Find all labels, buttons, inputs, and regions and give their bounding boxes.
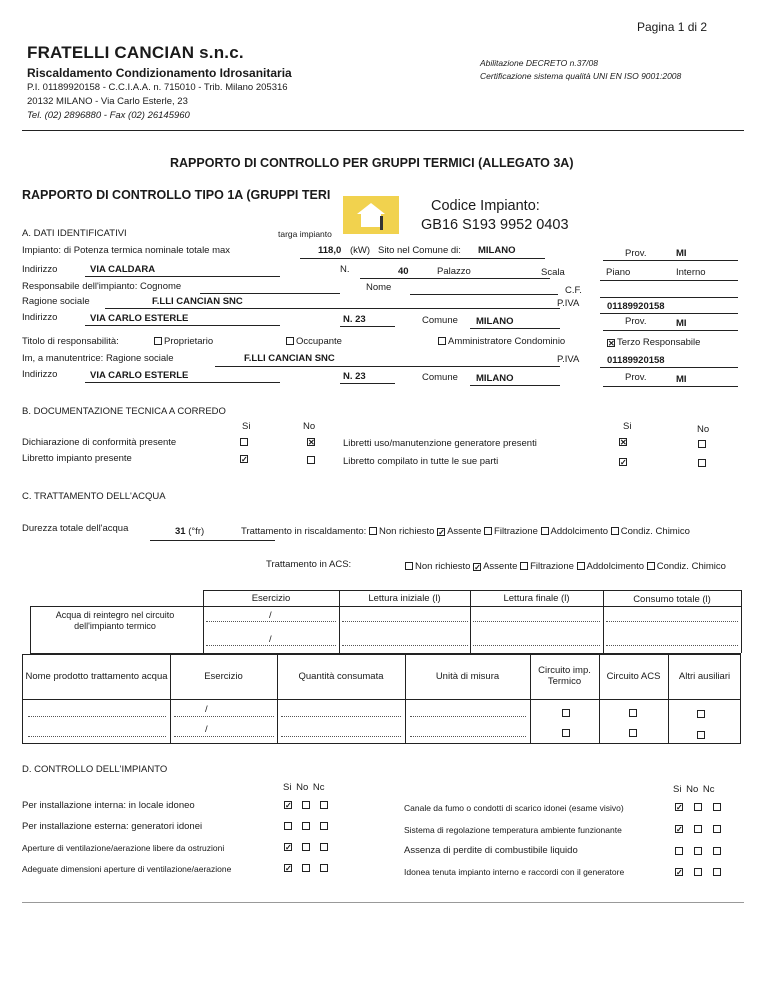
n-label: N.	[340, 264, 350, 275]
d-r2-nc[interactable]	[713, 825, 721, 833]
d-r1-si[interactable]: ✓	[676, 803, 683, 812]
libretto-no-checkbox[interactable]	[307, 456, 315, 464]
d-l1-no[interactable]	[302, 801, 310, 809]
reintegro-label: Acqua di reintegro nel circuito dell'impianto termico	[55, 610, 175, 631]
prod2-circuito-acs-checkbox[interactable]	[629, 729, 637, 737]
consumo-header: Consumo totale (l)	[633, 594, 711, 605]
section-b-header: B. DOCUMENTAZIONE TECNICA A CORREDO	[22, 406, 226, 417]
indirizzo2-value: VIA CARLO ESTERLE	[90, 313, 189, 324]
footer-divider	[22, 902, 744, 903]
d-r4-nc[interactable]	[713, 868, 721, 876]
reintegro-esercizio-header: Esercizio	[251, 593, 291, 604]
d-r4-no[interactable]	[694, 868, 702, 876]
titolo-label: Titolo di responsabilità:	[22, 336, 119, 347]
piva2-label: P.IVA	[557, 354, 580, 365]
tratt-risc-row: Trattamento in riscaldamento: Non richiesto ✓ Assente Filtrazione Addolcimento Condiz. Chimico	[241, 526, 690, 537]
circuito-imp-header: Circuito imp. Termico	[538, 665, 591, 687]
occupante-checkbox[interactable]	[286, 337, 294, 345]
libretto-comp-si-checkbox[interactable]: ✓	[620, 458, 627, 467]
acs-filtr-checkbox[interactable]	[520, 562, 528, 570]
indirizzo2-label: Indirizzo	[22, 312, 58, 323]
circuito-acs-header: Circuito ACS	[606, 670, 661, 682]
risc-addolc-checkbox[interactable]	[541, 527, 549, 535]
prov-label: Prov.	[625, 248, 647, 259]
piva2-value: 01189920158	[607, 355, 665, 366]
risc-assente-checkbox[interactable]: ✓	[438, 528, 445, 537]
prodotto-slash-1: /	[205, 704, 208, 715]
header-divider	[22, 130, 744, 131]
d-r3-si[interactable]	[675, 847, 683, 855]
page-number: Pagina 1 di 2	[637, 20, 708, 34]
company-name: FRATELLI CANCIAN s.n.c.	[27, 43, 244, 62]
company-phone: Tel. (02) 2896880 - Fax (02) 26145960	[27, 110, 190, 121]
sito-label: Sito nel Comune di:	[378, 245, 461, 256]
prod1-circuito-acs-checkbox[interactable]	[629, 709, 637, 717]
dichiarazione-label: Dichiarazione di conformità presente	[22, 437, 177, 448]
d-l4-si[interactable]: ✓	[285, 864, 292, 873]
d-l2-nc[interactable]	[320, 822, 328, 830]
d-r1-no[interactable]	[694, 803, 702, 811]
reintegro-slash-1: /	[269, 610, 272, 621]
d-left-1: Per installazione interna: in locale idoneo	[22, 800, 195, 811]
prov2-label: Prov.	[625, 316, 647, 327]
libretto-comp-no-checkbox[interactable]	[698, 459, 706, 467]
libretti-uso-si-checkbox[interactable]: ✕	[620, 438, 627, 447]
d-l3-si[interactable]: ✓	[285, 843, 292, 852]
responsabile-label: Responsabile dell'impianto: Cognome	[22, 281, 182, 292]
company-vat: P.I. 01189920158 - C.C.I.A.A. n. 715010 - Trib. Milano 205316	[27, 82, 288, 93]
potenza-unit: (kW)	[350, 245, 371, 256]
d-l3-no[interactable]	[302, 843, 310, 851]
impianto-label: Impianto: di Potenza termica nominale totale max	[22, 245, 231, 256]
prodotto-esercizio-header: Esercizio	[204, 670, 243, 682]
d-l1-nc[interactable]	[320, 801, 328, 809]
impresa-value: F.LLI CANCIAN SNC	[244, 353, 335, 364]
piano-label: Piano	[606, 267, 631, 278]
d-right-1: Canale da fumo o condotti di scarico idonei (esame visivo)	[404, 803, 624, 813]
d-r4-si[interactable]: ✓	[676, 868, 683, 877]
d-sinonc-right: Si No Nc	[673, 784, 715, 795]
comune2-label: Comune	[422, 315, 458, 326]
indirizzo-label: Indirizzo	[22, 264, 58, 275]
n-value: 40	[398, 266, 409, 277]
d-left-3: Aperture di ventilazione/aerazione libere da ostruzioni	[22, 843, 225, 853]
d-l1-si[interactable]: ✓	[285, 801, 292, 810]
durezza-label: Durezza totale dell'acqua	[22, 523, 129, 534]
prod2-circuito-imp-checkbox[interactable]	[562, 729, 570, 737]
prov-value: MI	[676, 248, 687, 259]
unita-header: Unità di misura	[435, 670, 500, 682]
b-si-right: Si	[623, 421, 632, 432]
libretto-si-checkbox[interactable]: ✓	[241, 455, 248, 464]
indirizzo-value: VIA CALDARA	[90, 264, 156, 275]
d-left-2: Per installazione esterna: generatori idonei	[22, 821, 203, 832]
potenza-value: 118,0	[318, 245, 342, 256]
d-l4-no[interactable]	[302, 864, 310, 872]
lettura-finale-header: Lettura finale (l)	[503, 593, 570, 604]
lettura-iniziale-header: Lettura iniziale (l)	[368, 593, 441, 604]
report-subtitle: RAPPORTO DI CONTROLLO TIPO 1A (GRUPPI TERI	[22, 188, 331, 202]
d-l2-no[interactable]	[302, 822, 310, 830]
amministratore-option[interactable]: Amministratore Condominio	[438, 336, 565, 347]
prov3-value: MI	[676, 374, 687, 385]
report-title: RAPPORTO DI CONTROLLO PER GRUPPI TERMICI (ALLEGATO 3A)	[170, 156, 574, 170]
libretto-comp-label: Libretto compilato in tutte le sue parti	[343, 456, 499, 467]
d-sinonc-left: Si No Nc	[283, 782, 325, 793]
abilitazione: Abilitazione DECRETO n.37/08	[480, 58, 598, 68]
d-right-2: Sistema di regolazione temperatura ambiente funzionante	[404, 825, 622, 835]
prodotto-slash-2: /	[205, 724, 208, 735]
amministratore-checkbox[interactable]	[438, 337, 446, 345]
interno-label: Interno	[676, 267, 706, 278]
dichiarazione-si-checkbox[interactable]	[240, 438, 248, 446]
comune2-value: MILANO	[476, 316, 514, 327]
acs-assente-checkbox[interactable]: ✓	[474, 563, 481, 572]
tratt-acs-row: Non richiesto ✓ Assente Filtrazione Addolcimento Condiz. Chimico	[405, 561, 726, 572]
quantita-header: Quantità consumata	[298, 670, 384, 682]
n3-value: N. 23	[343, 371, 366, 382]
d-r1-nc[interactable]	[713, 803, 721, 811]
ragione-label: Ragione sociale	[22, 296, 90, 307]
dichiarazione-no-checkbox[interactable]: ✕	[308, 438, 315, 447]
indirizzo3-value: VIA CARLO ESTERLE	[90, 370, 189, 381]
libretto-label: Libretto impianto presente	[22, 453, 132, 464]
section-a-header: A. DATI IDENTIFICATIVI	[22, 228, 127, 239]
section-c-header: C. TRATTAMENTO DELL'ACQUA	[22, 491, 166, 502]
cf-label: C.F.	[565, 285, 582, 296]
house-icon	[343, 196, 399, 234]
n2-value: N. 23	[343, 314, 366, 325]
d-l4-nc[interactable]	[320, 864, 328, 872]
scala-label: Scala	[541, 267, 565, 278]
d-left-4: Adeguate dimensioni aperture di ventilazione/aerazione	[22, 864, 232, 874]
company-address: 20132 MILANO - Via Carlo Esterle, 23	[27, 96, 188, 107]
d-l2-si[interactable]	[284, 822, 292, 830]
certificazione: Certificazione sistema qualità UNI EN ISO 9001:2008	[480, 71, 682, 81]
durezza-value: 31	[175, 526, 186, 537]
libretti-uso-label: Libretti uso/manutenzione generatore presenti	[343, 438, 537, 449]
d-right-4: Idonea tenuta impianto interno e raccordi con il generatore	[404, 867, 625, 877]
terzo-option[interactable]: ✕ Terzo Responsabile	[608, 337, 701, 348]
tratt-acs-label: Trattamento in ACS:	[266, 559, 352, 570]
house-logo	[343, 196, 399, 234]
acs-condiz-checkbox[interactable]	[647, 562, 655, 570]
prov2-value: MI	[676, 318, 687, 329]
prod2-altri-checkbox[interactable]	[697, 731, 705, 739]
risc-condiz-checkbox[interactable]	[611, 527, 619, 535]
comune3-label: Comune	[422, 372, 458, 383]
company-subtitle: Riscaldamento Condizionamento Idrosanitaria	[27, 66, 292, 80]
prod1-circuito-imp-checkbox[interactable]	[562, 709, 570, 717]
section-d-header: D. CONTROLLO DELL'IMPIANTO	[22, 764, 168, 775]
proprietario-option[interactable]: Proprietario	[154, 336, 213, 347]
palazzo-label: Palazzo	[437, 266, 471, 277]
nome-prodotto-header: Nome prodotto trattamento acqua	[25, 670, 168, 682]
codice-label: Codice Impianto:	[431, 198, 540, 214]
d-right-3: Assenza di perdite di combustibile liquido	[404, 845, 578, 856]
indirizzo3-label: Indirizzo	[22, 369, 58, 380]
altri-ausiliari-header: Altri ausiliari	[678, 670, 731, 682]
durezza-value-group	[175, 526, 204, 537]
b-no-right: No	[697, 424, 710, 435]
acs-non-checkbox[interactable]	[405, 562, 413, 570]
d-r2-no[interactable]	[694, 825, 702, 833]
occupante-option[interactable]: Occupante	[286, 336, 342, 347]
nome-label: Nome	[366, 282, 392, 293]
d-l3-nc[interactable]	[320, 843, 328, 851]
d-r3-nc[interactable]	[713, 847, 721, 855]
risc-non-checkbox[interactable]	[369, 527, 377, 535]
d-r3-no[interactable]	[694, 847, 702, 855]
piva-label: P.IVA	[557, 298, 580, 309]
impresa-label: Im, a manutentrice: Ragione sociale	[22, 353, 174, 364]
comune3-value: MILANO	[476, 373, 514, 384]
libretti-uso-no-checkbox[interactable]	[698, 440, 706, 448]
proprietario-checkbox[interactable]	[154, 337, 162, 345]
prov3-label: Prov.	[625, 372, 647, 383]
ragione-value: F.LLI CANCIAN SNC	[152, 296, 243, 307]
prod1-altri-checkbox[interactable]	[697, 710, 705, 718]
durezza-unit: (°fr)	[188, 526, 205, 537]
codice-value: GB16 S193 9952 0403	[421, 217, 569, 233]
b-no-left: No	[303, 421, 316, 432]
risc-filtr-checkbox[interactable]	[484, 527, 492, 535]
reintegro-slash-2: /	[269, 634, 272, 645]
acs-addolc-checkbox[interactable]	[577, 562, 585, 570]
piva-value: 01189920158	[607, 301, 665, 312]
terzo-checkbox[interactable]: ✕	[608, 339, 615, 348]
b-si-left: Si	[242, 421, 251, 432]
sito-value: MILANO	[478, 245, 516, 256]
targa-label: targa impianto	[278, 229, 332, 239]
d-r2-si[interactable]: ✓	[676, 825, 683, 834]
